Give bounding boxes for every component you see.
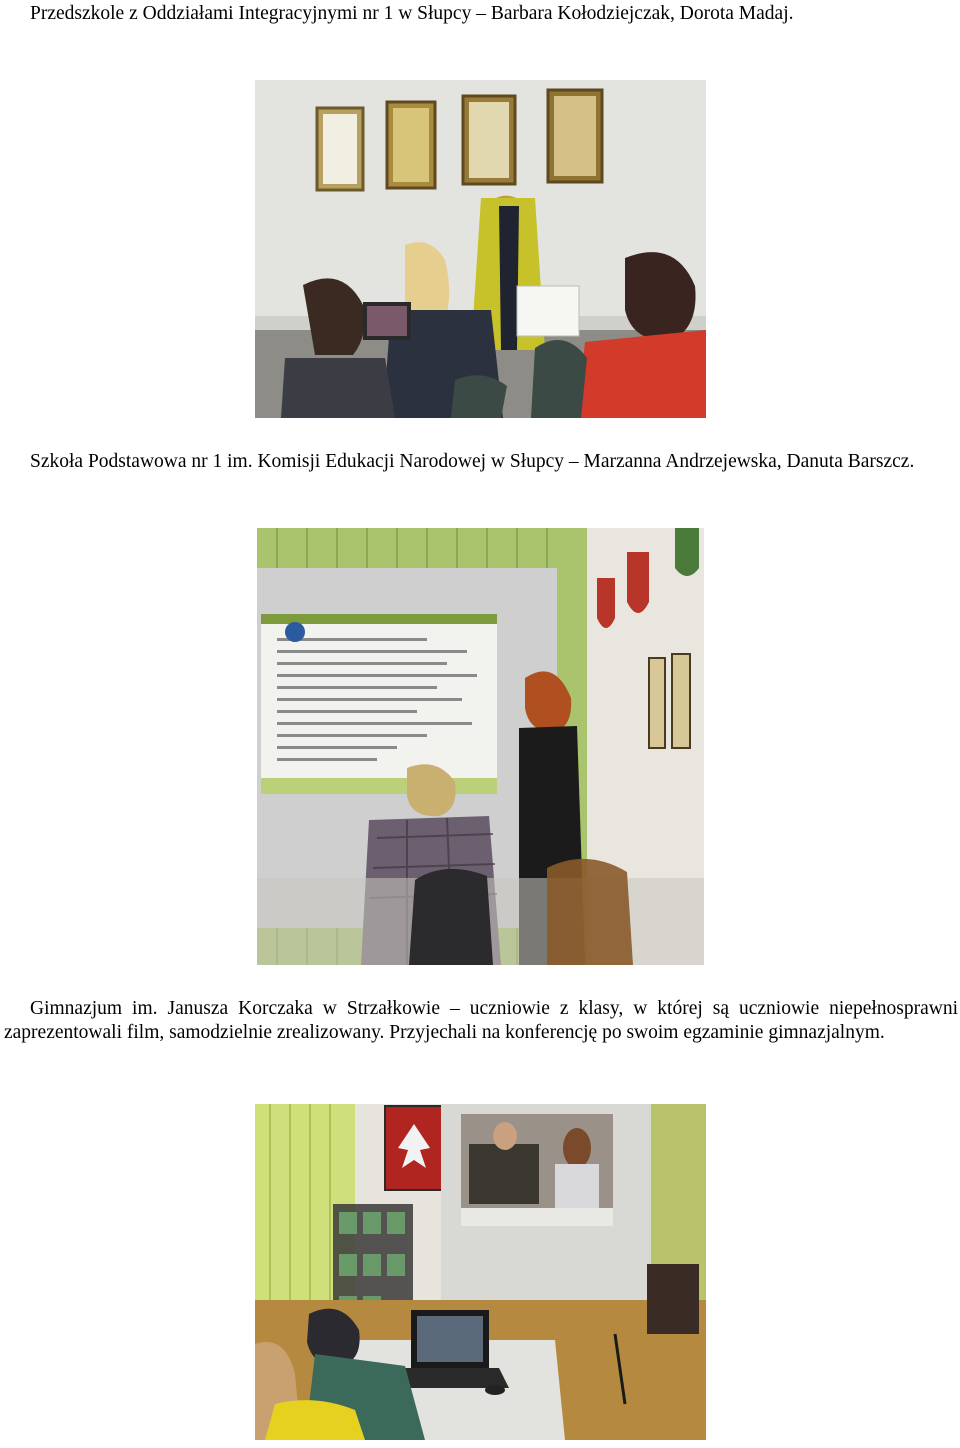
- photo-gymnasium-film: [255, 1104, 706, 1440]
- caption-gymnasium: Gimnazjum im. Janusza Korczaka w Strzałkowie – uczniowie z klasy, w której są uczniowie niepełnosprawni zaprezentowali film, samodzielnie zrealizowany. Przyjechali na konferencję po swoim egzaminie gimnazjalnym.: [4, 998, 958, 1043]
- photo-preschool-presentation: [255, 80, 706, 418]
- caption-preschool: Przedszkole z Oddziałami Integracyjnymi nr 1 w Słupcy – Barbara Kołodziejczak, Dorota Madaj.: [30, 3, 794, 24]
- photo-primary-school-presentation: [257, 528, 704, 965]
- caption-primary-school: Szkoła Podstawowa nr 1 im. Komisji Edukacji Narodowej w Słupcy – Marzanna Andrzejewska, Danuta Barszcz.: [30, 451, 915, 472]
